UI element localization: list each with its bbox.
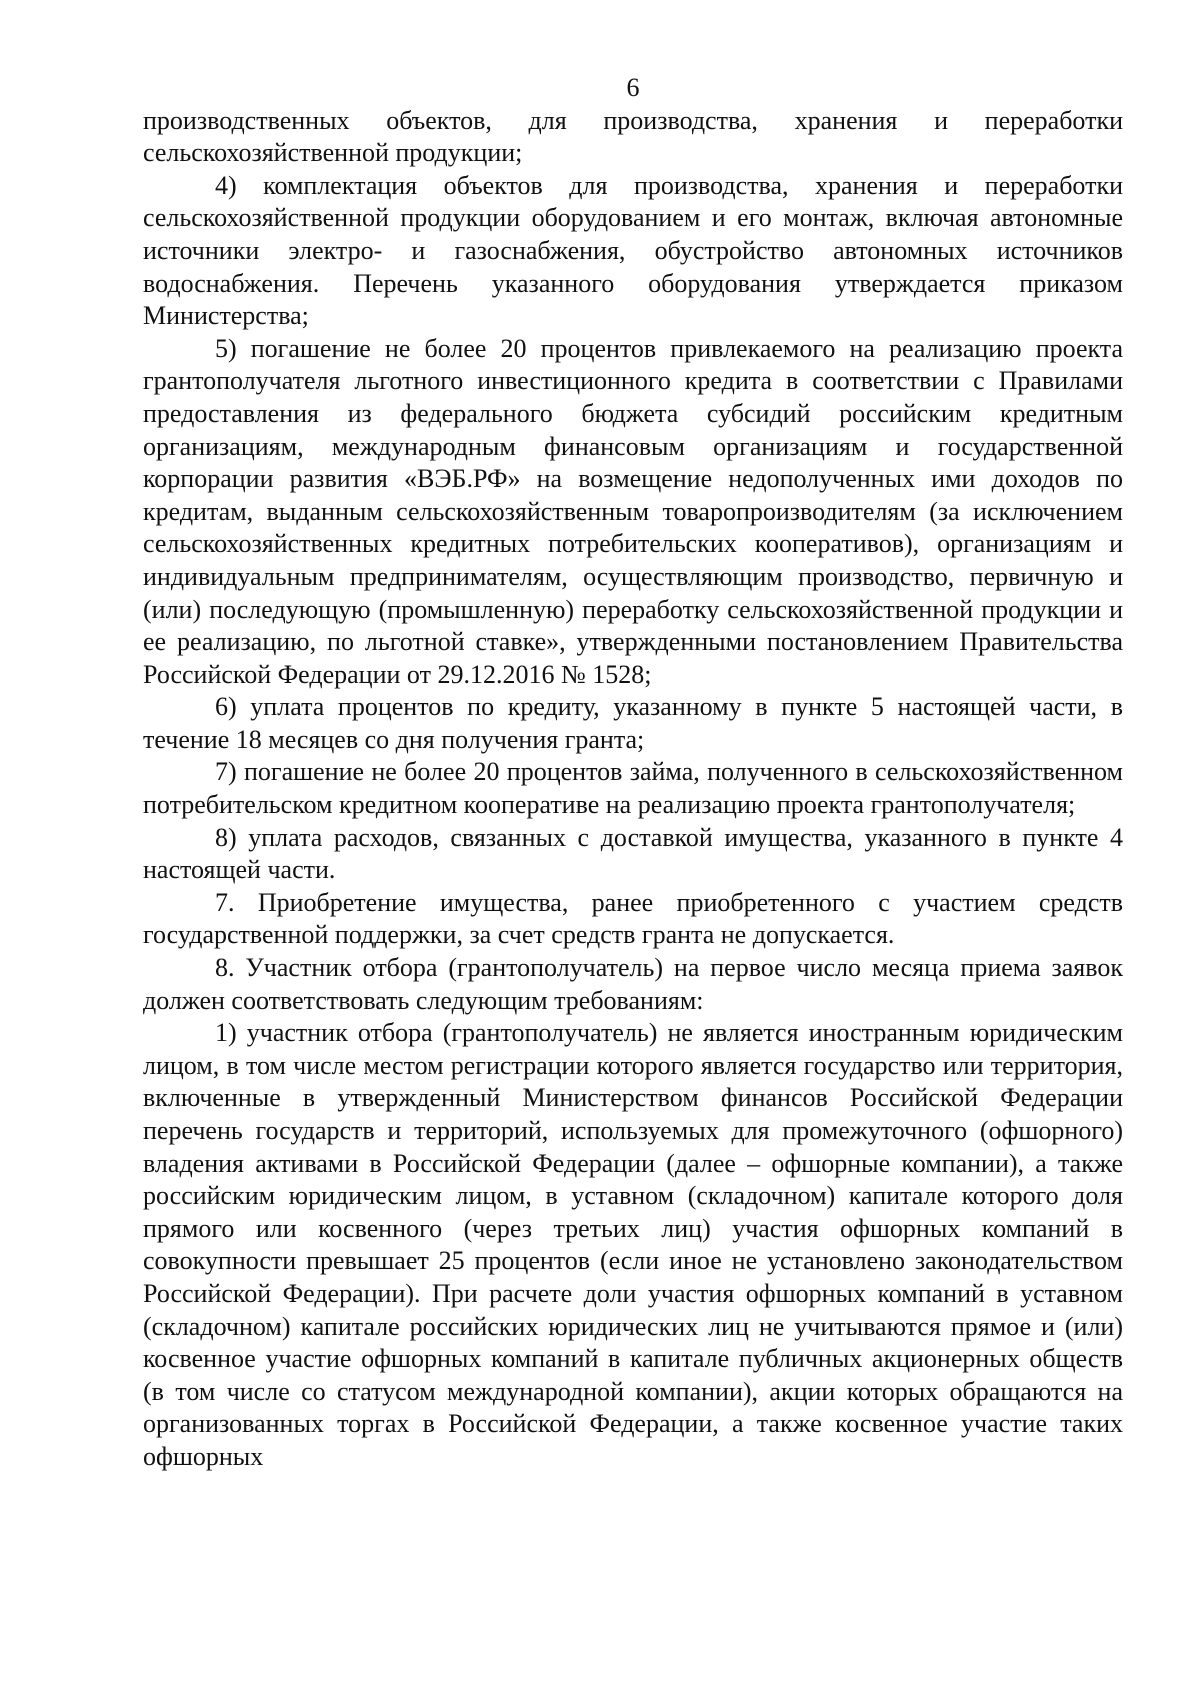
- paragraph-item-8: 8) уплата расходов, связанных с доставкой имущества, указанного в пункте 4 настоящей части.: [143, 822, 1123, 885]
- paragraph-continuation: производственных объектов, для производства, хранения и переработки сельскохозяйственной продукции;: [143, 105, 1123, 168]
- paragraph-section-8: 8. Участник отбора (грантополучатель) на первое число месяца приема заявок должен соответствовать следующим требованиям:: [143, 953, 1123, 1015]
- paragraph-section-7: 7. Приобретение имущества, ранее приобретенного с участием средств государственной поддержки, за счет средств гранта не допускается.: [143, 887, 1123, 950]
- paragraph-item-7: 7) погашение не более 20 процентов займа, полученного в сельскохозяйственном потребительском кредитном кооперативе на реализацию проекта грантополучателя;: [143, 757, 1123, 820]
- paragraph-item-4: 4) комплектация объектов для производства, хранения и переработки сельскохозяйственной продукции оборудованием и его монтаж, включая автономные источники электро- и газоснабжения, обустройство автономных источников водоснабжения. Перечень указанного оборудования утверждается приказом Министерства;: [143, 170, 1123, 331]
- paragraph-requirement-1: 1) участник отбора (грантополучатель) не является иностранным юридическим лицом, в том числе местом регистрации которого является государство или территория, включенные в утвержденный Министерством финансов Российской Федерации перечень государств и территорий, используемых для промежуточного (офшорного) владения активами в Российской Федерации (далее – офшорные компании), а также российским юридическим лицом, в уставном (складочном) капитале которого доля прямого или косвенного (через третьих лиц) участия офшорных компаний в совокупности превышает 25 процентов (если иное не установлено законодательством Российской Федерации). При расчете доли участия офшорных компаний в уставном (складочном) капитале российских юридических лиц не учитываются прямое и (или) косвенное участие офшорных компаний в капитале публичных акционерных обществ (в том числе со статусом международной компании), акции которых обращаются на организованных торгах в Российской Федерации, а также косвенное участие таких офшорных: [143, 1018, 1123, 1471]
- paragraph-item-6: 6) уплата процентов по кредиту, указанному в пункте 5 настоящей части, в течение 18 месяцев со дня получения гранта;: [143, 692, 1123, 754]
- paragraph-item-5: 5) погашение не более 20 процентов привлекаемого на реализацию проекта грантополучателя льготного инвестиционного кредита в соответствии с Правилами предоставления из федерального бюджета субсидий российским кредитным организациям, международным финансовым организациям и государственной корпорации развития «ВЭБ.РФ» на возмещение недополученных ими доходов по кредитам, выданным сельскохозяйственным товаропроизводителям (за исключением сельскохозяйственных кредитных потребительских кооперативов), организациям и индивидуальным предпринимателям, осуществляющим производство, первичную и (или) последующую (промышленную) переработку сельскохозяйственной продукции и ее реализацию, по льготной ставке», утвержденными постановлением Правительства Российской Федерации от 29.12.2016 № 1528;: [143, 333, 1123, 689]
- document-page: [143, 72, 1123, 1474]
- page-number: 6: [626, 73, 640, 102]
